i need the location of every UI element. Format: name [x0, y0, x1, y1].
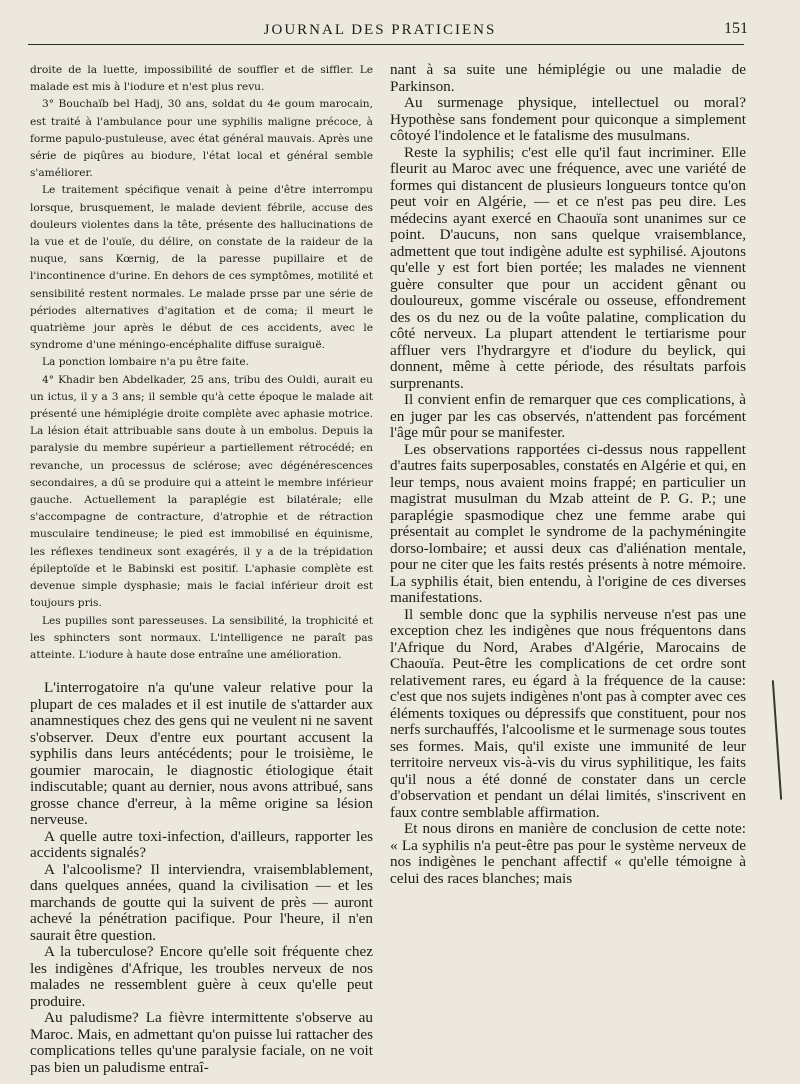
- body-paragraph: Reste la syphilis; c'est elle qu'il faut incriminer. Elle fleurit au Maroc avec une fréquence, avec une variété de formes qui distancent de plusieurs longueurs tontce qu'on peut voir en Algérie, — et ce n'est pas peu dire. Les médecins ayant exercé en Chaouïa sont unanimes sur ce point. D'aucuns, non sans quelque vraisemblance, admettent que tout indigène adulte est syphilisé. Ajoutons qu'elle y est fort bien portée; les malades ne viennent guère consulter que pour un accident gênant ou douloureux, gomme viscérale ou osseuse, effondrement des os du nez ou de la voûte palatine, complication du côté nerveux. La plupart attendent le tertiarisme pour affluer vers l'hydrargyre et d'iodure du beylick, qui donnent, même à cette période, des résultats parfois surprenants.: [390, 143, 746, 392]
- body-paragraph: nant à sa suite une hémiplégie ou une maladie de Parkinson.: [390, 61, 746, 95]
- note-paragraph: droite de la luette, impossibilité de souffler et de siffler. Le malade est mis à l'iodure et n'est plus revu.: [30, 64, 373, 94]
- body-paragraph: Et nous dirons en manière de conclusion de cette note: « La syphilis n'a peut-être pas pour le système nerveux de nos indigènes le penchant affectif « qu'elle témoigne à celui des races blanches; mais: [390, 820, 746, 887]
- margin-pencil-mark: [772, 680, 782, 800]
- body-paragraph: Les observations rapportées ci-dessus nous rappellent d'autres faits superposables, constatés en Algérie et qui, en leur temps, nous avaient moins frappé; en particulier un magistrat musulman du Mzab atteint de P. G. P.; une paraplégie spasmodique chez une femme arabe qui présentait au complet le syndrome de la pachyméningite dorso-lombaire; et aussi deux cas d'aliénation mentale, pour ne citer que les faits restés présents à notre mémoire. La syphilis était, bien entendu, à l'origine de ces diverses manifestations.: [390, 440, 746, 606]
- running-title: JOURNAL DES PRATICIENS: [263, 22, 497, 38]
- left-column: [30, 62, 373, 1076]
- note-paragraph: Les pupilles sont paresseuses. La sensibilité, la trophicité et les sphincters sont normaux. L'intelligence ne paraît pas atteinte. L'iodure à haute dose entraîne une amélioration.: [30, 614, 373, 661]
- note-paragraph: Le traitement spécifique venait à peine d'être interrompu lorsque, brusquement, le malade devient fébrile, accuse des douleurs violentes dans la tête, présente des hallucinations de la vue et de l'ouïe, du délire, on constate de la raideur de la nuque, sans Kœrnig, de la paresse pupillaire et de l'incontinence d'urine. En dehors de ces symptômes, motilité et sensibilité restent normales. Le malade prsse par une série de périodes alternatives d'agitation et de coma; il meurt le quatrième jour après le début de ces accidents, avec le syndrome d'une méningo-encéphalite diffuse suraiguë.: [30, 184, 373, 352]
- header-rule: [28, 44, 744, 45]
- body-paragraph: L'interrogatoire n'a qu'une valeur relative pour la plupart de ces malades et il est inutile de s'attarder aux anamnestiques chez des gens qui ne veulent ni ne savent s'observer. Deux d'entre eux pourtant accusent la syphilis dans leurs antécédents; pour le troisième, le goumier marocain, le diagnostic étiologique était indiscutable; quant au dernier, nous avons attribué, sans grosse chance d'erreur, à la même origine sa lésion nerveuse.: [30, 679, 373, 829]
- body-paragraph: Il semble donc que la syphilis nerveuse n'est pas une exception chez les indigènes que nous fréquentons dans l'Afrique du Nord, Arabes d'Algérie, Marocains de Chaouïa. Peut-être les complications de cet ordre sont relativement rares, eu égard à la fréquence de la cause: c'est que nos sujets indigènes n'ont pas à compter avec ces éléments toxiques ou dépressifs que constituent, pour nos nerfs surchauffés, l'alcoolisme et le surmenage sous toutes ses formes. Mais, qu'il existe une immunité de leur territoire nerveux vis-à-vis du virus syphilitique, les faits qu'il nous a été donné de constater dans un cercle d'observation et pendant un délai limités, s'inscrivent en faux contre semblable affirmation.: [390, 605, 746, 821]
- body-paragraph: Au paludisme? La fièvre intermittente s'observe au Maroc. Mais, en admettant qu'on puisse lui rattacher des complications telles qu'une paralysie faciale, on ne voit pas bien un paludisme entraî-: [30, 1009, 373, 1076]
- body-paragraph: A l'alcoolisme? Il interviendra, vraisemblablement, dans quelques années, quand la civilisation — et les marchands de goutte qui la suivent de près — auront achevé la pénétration pacifique. Pour l'heure, il n'en saurait être question.: [30, 860, 373, 944]
- body-paragraph: A quelle autre toxi-infection, d'ailleurs, rapporter les accidents signalés?: [30, 827, 373, 862]
- note-paragraph: 3° Bouchaïb bel Hadj, 30 ans, soldat du 4e goum marocain, est traité à l'ambulance pour une syphilis maligne précoce, à forme papulo-pustuleuse, avec état général mauvais. Après une série de piqûres au biodure, l'état local et général semble s'améliorer.: [30, 98, 373, 180]
- right-column: [390, 62, 746, 887]
- left-body-text: [30, 680, 373, 1076]
- page-number: 151: [724, 20, 748, 37]
- case-notes: [30, 62, 373, 664]
- body-paragraph: Il convient enfin de remarquer que ces complications, à en juger par les cas observés, n'attendent pas forcément l'âge mûr pour se manifester.: [390, 391, 746, 441]
- note-paragraph: 4° Khadir ben Abdelkader, 25 ans, tribu des Ouldi, aurait eu un ictus, il y a 3 ans; il semble qu'à cette époque le malade ait présenté une hémiplégie droite complète avec aphasie motrice. La lésion était attribuable sans doute à un embolus. Depuis la paralysie du membre supérieur a partiellement rétrocédé; en revanche, un processus de sclérose; avec dégénérescences secondaires, a dû se produire qui a atteint le membre inférieur gauche. Actuellement la paraplégie est bilatérale; elle s'accompagne de contracture, d'atrophie et de rétraction musculaire tendineuse; le pied est immobilisé en équinisme, les réflexes tendineux sont exagérés, il y a de la trépidation épileptoïde et le Babinski est positif. L'aphasie complète est devenue simple dysphasie; mais le facial inférieur droit est toujours pris.: [30, 373, 373, 610]
- note-paragraph: La ponction lombaire n'a pu être faite.: [42, 356, 249, 369]
- body-paragraph: A la tuberculose? Encore qu'elle soit fréquente chez les indigènes d'Afrique, les troubles nerveux de nos malades ne ressemblent guère à ceux qu'elle peut produire.: [30, 943, 373, 1010]
- right-body-text: [390, 62, 746, 887]
- body-paragraph: Au surmenage physique, intellectuel ou moral? Hypothèse sans fondement pour quiconque a simplement côtoyé l'indolence et le fatalisme des musulmans.: [390, 94, 746, 144]
